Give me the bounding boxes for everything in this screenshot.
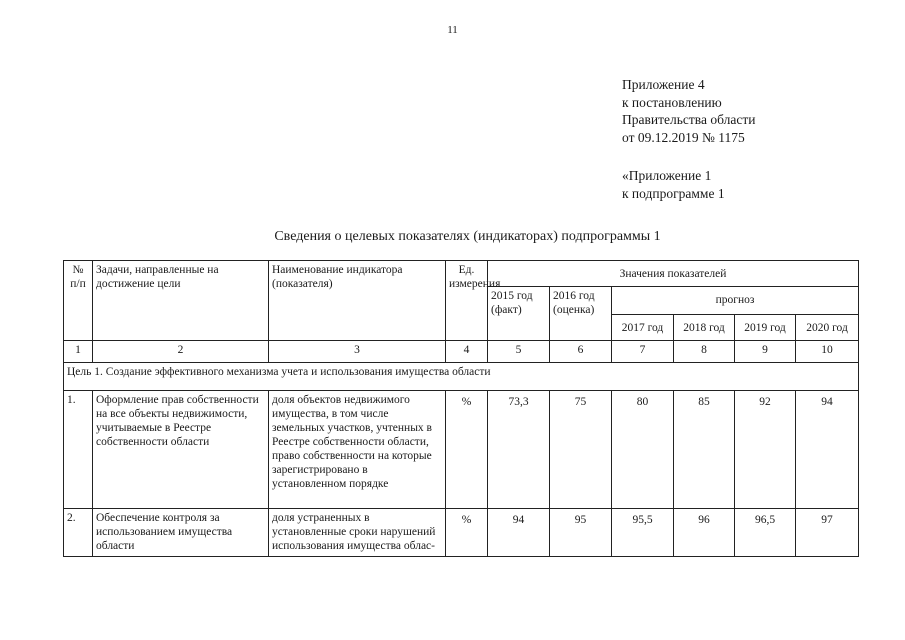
header-forecast: прогноз — [612, 287, 859, 315]
column-number: 5 — [488, 341, 550, 363]
row-value: 97 — [796, 509, 859, 557]
row-value: 94 — [488, 509, 550, 557]
row-unit: % — [446, 391, 488, 509]
column-number: 4 — [446, 341, 488, 363]
column-number: 8 — [674, 341, 735, 363]
header-2018: 2018 год — [674, 315, 735, 341]
column-number: 9 — [735, 341, 796, 363]
column-number: 7 — [612, 341, 674, 363]
row-value: 95,5 — [612, 509, 674, 557]
row-task: Оформление прав собственности на все объекты недвижимости, учитываемые в Реестре собственности области — [93, 391, 269, 509]
row-value: 75 — [550, 391, 612, 509]
row-unit: % — [446, 509, 488, 557]
row-value: 80 — [612, 391, 674, 509]
row-value: 95 — [550, 509, 612, 557]
page-number: 11 — [447, 24, 458, 36]
appendix-line: Приложение 4 — [622, 77, 705, 92]
column-number: 1 — [64, 341, 93, 363]
column-number: 3 — [269, 341, 446, 363]
row-value: 73,3 — [488, 391, 550, 509]
header-2015: 2015 год (факт) — [488, 287, 550, 341]
header-2016: 2016 год (оценка) — [550, 287, 612, 341]
header-task: Задачи, направленные на достижение цели — [93, 261, 269, 341]
appendix-line: от 09.12.2019 № 1175 — [622, 129, 745, 145]
header-2017: 2017 год — [612, 315, 674, 341]
row-indicator: доля устраненных в установленные сроки нарушений использования имущества облас- — [269, 509, 446, 557]
row-value: 85 — [674, 391, 735, 509]
header-values: Значения показателей — [488, 261, 859, 287]
row-indicator: доля объектов недвижимого имущества, в том числе земельных участков, учтенных в Реестре собственности области, право собственности на которые зарегистрировано в установленном порядке — [269, 391, 446, 509]
column-number: 2 — [93, 341, 269, 363]
sub-appendix-line: к подпрограмме 1 — [622, 185, 725, 201]
appendix-block — [622, 76, 755, 202]
appendix-line: Правительства области — [622, 112, 756, 127]
goal-row: Цель 1. Создание эффективного механизма учета и использования имущества области — [64, 363, 859, 391]
sub-appendix-line: «Приложение 1 — [622, 168, 712, 183]
row-value: 96,5 — [735, 509, 796, 557]
column-number: 10 — [796, 341, 859, 363]
row-num: 2. — [64, 509, 93, 557]
header-indicator: Наименование индикатора (показателя) — [269, 261, 446, 341]
column-number: 6 — [550, 341, 612, 363]
row-value: 96 — [674, 509, 735, 557]
row-num: 1. — [64, 391, 93, 509]
row-task: Обеспечение контроля за использованием имущества области — [93, 509, 269, 557]
header-num: № п/п — [64, 261, 93, 341]
appendix-line: к постановлению — [622, 94, 722, 110]
row-value: 92 — [735, 391, 796, 509]
row-value: 94 — [796, 391, 859, 509]
document-title: Сведения о целевых показателях (индикаторах) подпрограммы 1 — [274, 229, 661, 244]
header-unit: Ед. измерения — [446, 261, 488, 341]
header-2020: 2020 год — [796, 315, 859, 341]
table-row — [64, 509, 859, 557]
indicators-table — [63, 260, 859, 557]
header-2019: 2019 год — [735, 315, 796, 341]
table-row — [64, 391, 859, 509]
